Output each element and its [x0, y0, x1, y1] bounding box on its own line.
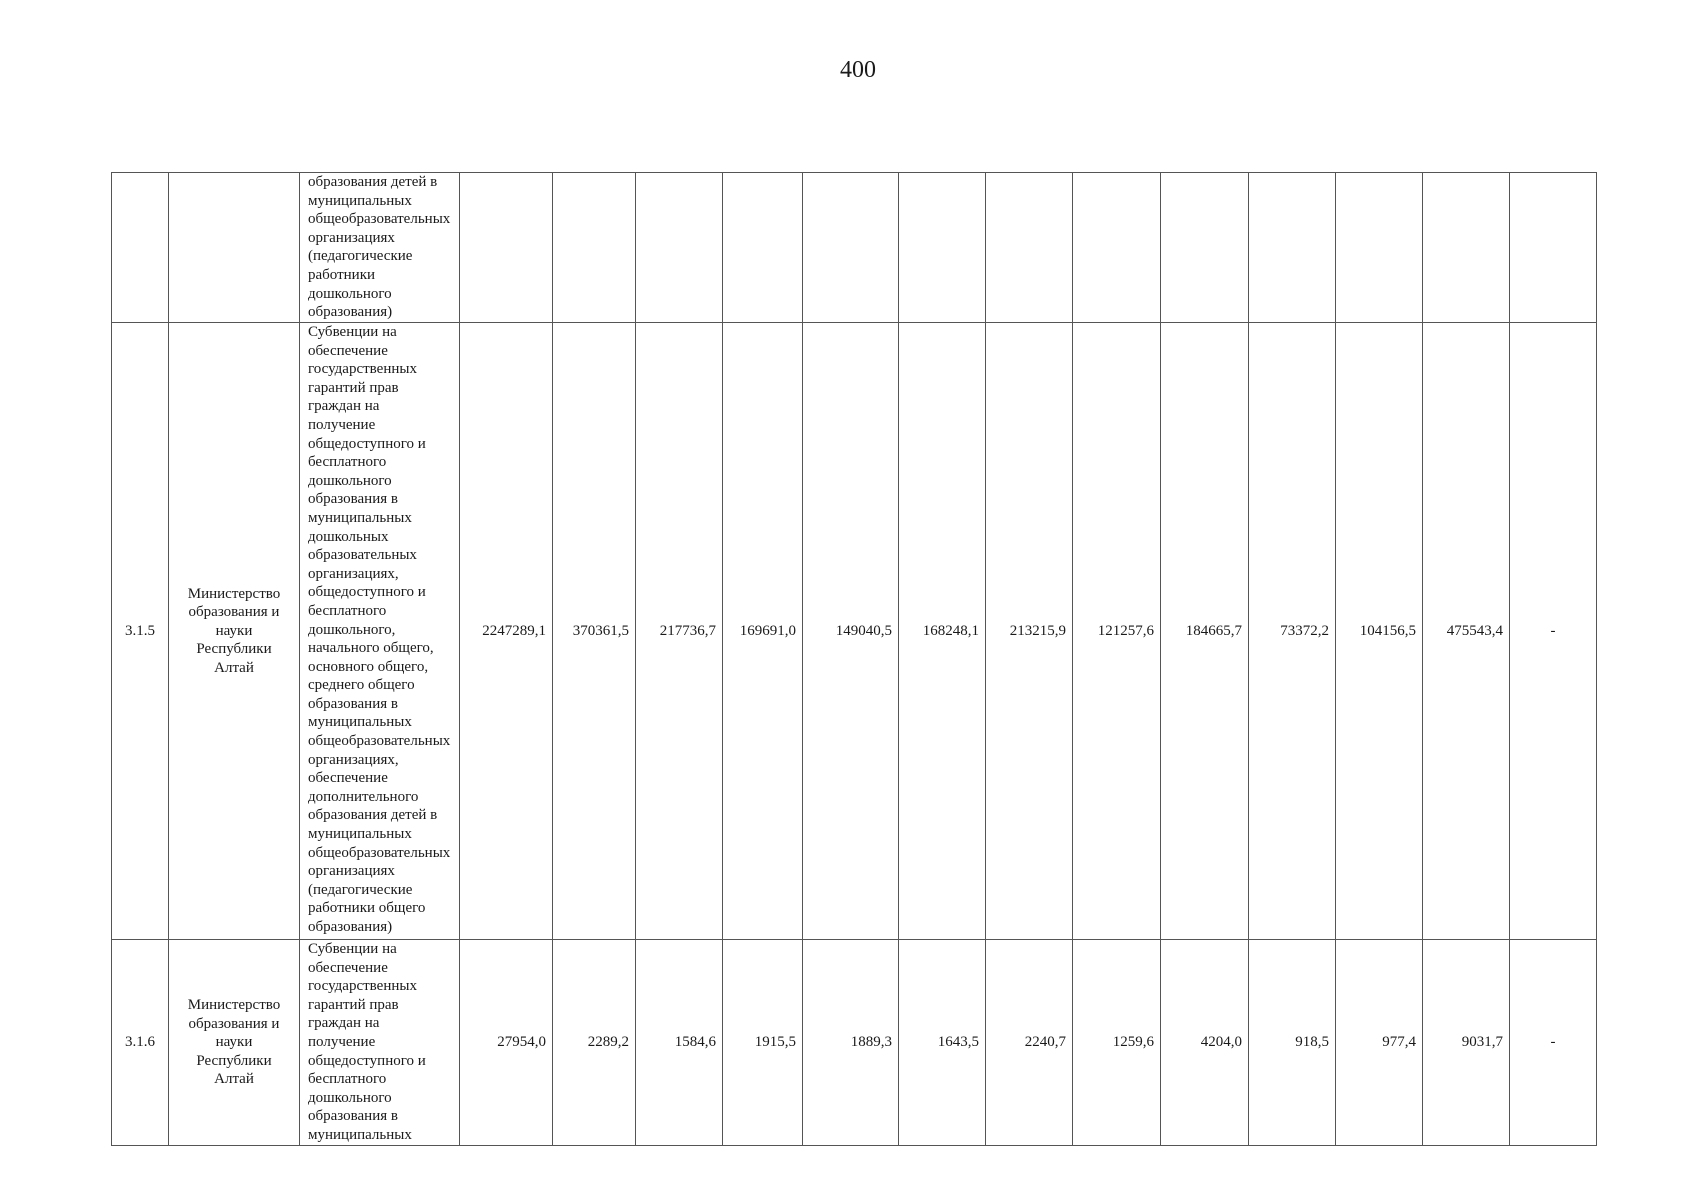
last-cell: [1510, 173, 1597, 323]
table-row: [112, 323, 1597, 940]
table-row: [112, 940, 1597, 1146]
row-description: Субвенции на обеспечение государственных гарантий прав граждан на получение общедоступного и бесплатного дошкольного образования в муниципальных дошкольных образовательных организациях, общедоступного и бесплатного дошкольного, начального общего, основного общего, среднего общего образования в муниципальных общеобразовательных организациях, обеспечение дополнительного образования детей в муниципальных общеобразовательных организациях (педагогические работники общего образования): [300, 323, 460, 940]
value-cell: 184665,7: [1161, 323, 1249, 940]
row-organization: Министерство образования и науки Республики Алтай: [169, 940, 300, 1146]
value-cell: [986, 173, 1073, 323]
row-organization: Министерство образования и науки Республики Алтай: [169, 323, 300, 940]
value-cell: 1643,5: [899, 940, 986, 1146]
page-number: 400: [840, 57, 876, 83]
value-cell: 2240,7: [986, 940, 1073, 1146]
value-cell: [1161, 173, 1249, 323]
value-cell: 168248,1: [899, 323, 986, 940]
value-cell: 121257,6: [1073, 323, 1161, 940]
value-cell: [899, 173, 986, 323]
value-cell: 104156,5: [1336, 323, 1423, 940]
value-cell: 1915,5: [723, 940, 803, 1146]
value-cell: [460, 173, 553, 323]
value-cell: 213215,9: [986, 323, 1073, 940]
row-code: 3.1.5: [112, 323, 169, 940]
row-code: 3.1.6: [112, 940, 169, 1146]
value-cell: 169691,0: [723, 323, 803, 940]
last-cell: -: [1510, 940, 1597, 1146]
value-cell: 1889,3: [803, 940, 899, 1146]
row-organization: [169, 173, 300, 323]
value-cell: [723, 173, 803, 323]
value-cell: 1584,6: [636, 940, 723, 1146]
value-cell: [1249, 173, 1336, 323]
value-cell: 2247289,1: [460, 323, 553, 940]
value-cell: 2289,2: [553, 940, 636, 1146]
value-cell: 1259,6: [1073, 940, 1161, 1146]
value-cell: [803, 173, 899, 323]
value-cell: 217736,7: [636, 323, 723, 940]
last-cell: -: [1510, 323, 1597, 940]
value-cell: [553, 173, 636, 323]
budget-table: [111, 172, 1597, 1146]
row-description: Субвенции на обеспечение государственных гарантий прав граждан на получение общедоступного и бесплатного дошкольного образования в муниципальных: [300, 940, 460, 1146]
value-cell: 977,4: [1336, 940, 1423, 1146]
value-cell: [1073, 173, 1161, 323]
value-cell: 370361,5: [553, 323, 636, 940]
table-row: [112, 173, 1597, 323]
value-cell: 73372,2: [1249, 323, 1336, 940]
value-cell: [636, 173, 723, 323]
value-cell: [1336, 173, 1423, 323]
value-cell: [1423, 173, 1510, 323]
value-cell: 9031,7: [1423, 940, 1510, 1146]
value-cell: 27954,0: [460, 940, 553, 1146]
value-cell: 4204,0: [1161, 940, 1249, 1146]
row-description: образования детей в муниципальных общеобразовательных организациях (педагогические работники дошкольного образования): [300, 173, 460, 323]
value-cell: 149040,5: [803, 323, 899, 940]
value-cell: 918,5: [1249, 940, 1336, 1146]
row-code: [112, 173, 169, 323]
value-cell: 475543,4: [1423, 323, 1510, 940]
